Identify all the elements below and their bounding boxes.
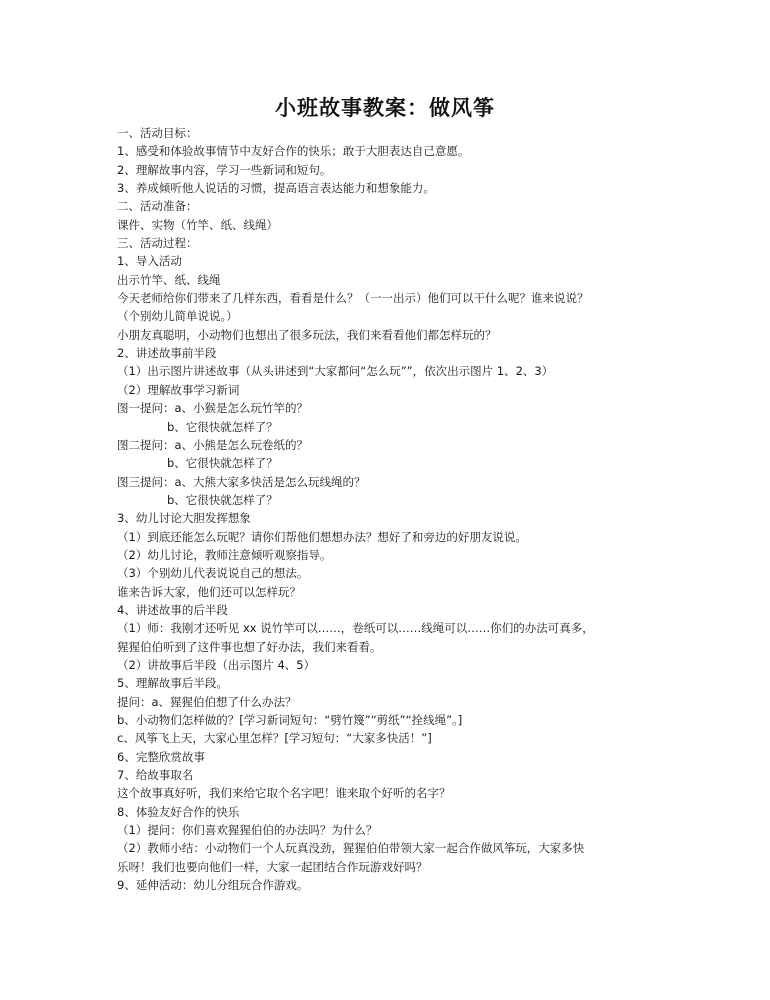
page-title: 小班故事教案：做风筝 — [275, 95, 495, 120]
text-line: （3）个别幼儿代表说说自己的想法。 — [117, 566, 309, 581]
text-line: 今天老师给你们带来了几样东西，看看是什么？（一一出示）他们可以干什么呢？谁来说说？ — [117, 291, 589, 306]
step-heading: 1、导入活动 — [117, 254, 182, 269]
question-line: b、它很快就怎样了？ — [167, 492, 278, 507]
section-heading-preparation: 二、活动准备： — [117, 199, 198, 214]
question-line: 提问：a、猩猩伯伯想了什么办法？ — [117, 694, 297, 709]
step-heading: 6、完整欣赏故事 — [117, 749, 205, 764]
text-line: （2）讲故事后半段（出示图片 4、5） — [117, 657, 316, 672]
text-line: （1）出示图片讲述故事（从头讲述到“大家都问“怎么玩””，依次出示图片 1、2、3） — [117, 364, 554, 379]
question-line: c、风筝飞上天，大家心里怎样？[学习短句：“大家多快活！”] — [117, 731, 432, 746]
question-line: b、它很快就怎样了？ — [167, 456, 278, 471]
section-heading-goals: 一、活动目标： — [117, 126, 198, 140]
question-line: 图二提问：a、小熊是怎么玩卷纸的？ — [117, 437, 309, 452]
text-line: 乐呀！我们也要向他们一样，大家一起团结合作玩游戏好吗？ — [117, 859, 428, 874]
text-line: 这个故事真好听，我们来给它取个名字吧！谁来取个好听的名字？ — [117, 786, 451, 801]
text-line: （1）师：我刚才还听见 xx 说竹竿可以……，卷纸可以……线绳可以……你们的办法可真多， — [117, 621, 594, 636]
step-heading: 5、理解故事后半段。 — [117, 676, 228, 691]
text-line: （1）到底还能怎么玩呢？请你们帮他们想想办法？想好了和旁边的好朋友说说。 — [117, 529, 527, 544]
text-line: （2）幼儿讨论，教师注意倾听观察指导。 — [117, 547, 332, 562]
question-line: 图一提问：a、小猴是怎么玩竹竿的？ — [117, 401, 309, 416]
question-line: b、它很快就怎样了？ — [167, 419, 278, 434]
step-heading: 7、给故事取名 — [117, 768, 194, 783]
goal-item: 1、感受和体验故事情节中友好合作的快乐；敢于大胆表达自己意愿。 — [117, 144, 470, 159]
step-heading: 2、讲述故事前半段 — [117, 346, 217, 361]
text-line: （1）提问：你们喜欢猩猩伯伯的办法吗？为什么？ — [117, 823, 378, 838]
goal-item: 2、理解故事内容，学习一些新词和短句。 — [117, 162, 332, 177]
text-line: （个别幼儿简单说说。） — [117, 309, 238, 324]
text-line: 谁来告诉大家，他们还可以怎样玩？ — [117, 584, 301, 599]
goal-item: 3、养成倾听他人说话的习惯，提高语言表达能力和想象能力。 — [117, 181, 435, 196]
text-line: 猩猩伯伯听到了这件事也想了好办法，我们来看看。 — [117, 639, 382, 654]
step-heading: 8、体验友好合作的快乐 — [117, 804, 240, 819]
text-line: （2）教师小结：小动物们一个人玩真没劲，猩猩伯伯带领大家一起合作做风筝玩，大家多快 — [117, 841, 585, 856]
text-line: 出示竹竿、纸、线绳 — [117, 272, 221, 287]
document-body — [117, 124, 657, 894]
step-heading: 9、延伸活动：幼儿分组玩合作游戏。 — [117, 878, 309, 893]
question-line: b、小动物们怎样做的？[学习新词短句：“劈竹篾”“剪纸”“拴线绳”。] — [117, 713, 463, 727]
section-heading-process: 三、活动过程： — [117, 236, 198, 251]
step-heading: 4、讲述故事的后半段 — [117, 602, 228, 617]
text-line: 小朋友真聪明，小动物们也想出了很多玩法，我们来看看他们都怎样玩的？ — [117, 327, 497, 342]
step-heading: 3、幼儿讨论大胆发挥想象 — [117, 511, 251, 526]
text-line: 课件、实物（竹竿、纸、线绳） — [117, 217, 278, 232]
question-line: 图三提问：a、大熊大家多快活是怎么玩线绳的？ — [117, 474, 366, 489]
text-line: （2）理解故事学习新词 — [117, 382, 240, 397]
